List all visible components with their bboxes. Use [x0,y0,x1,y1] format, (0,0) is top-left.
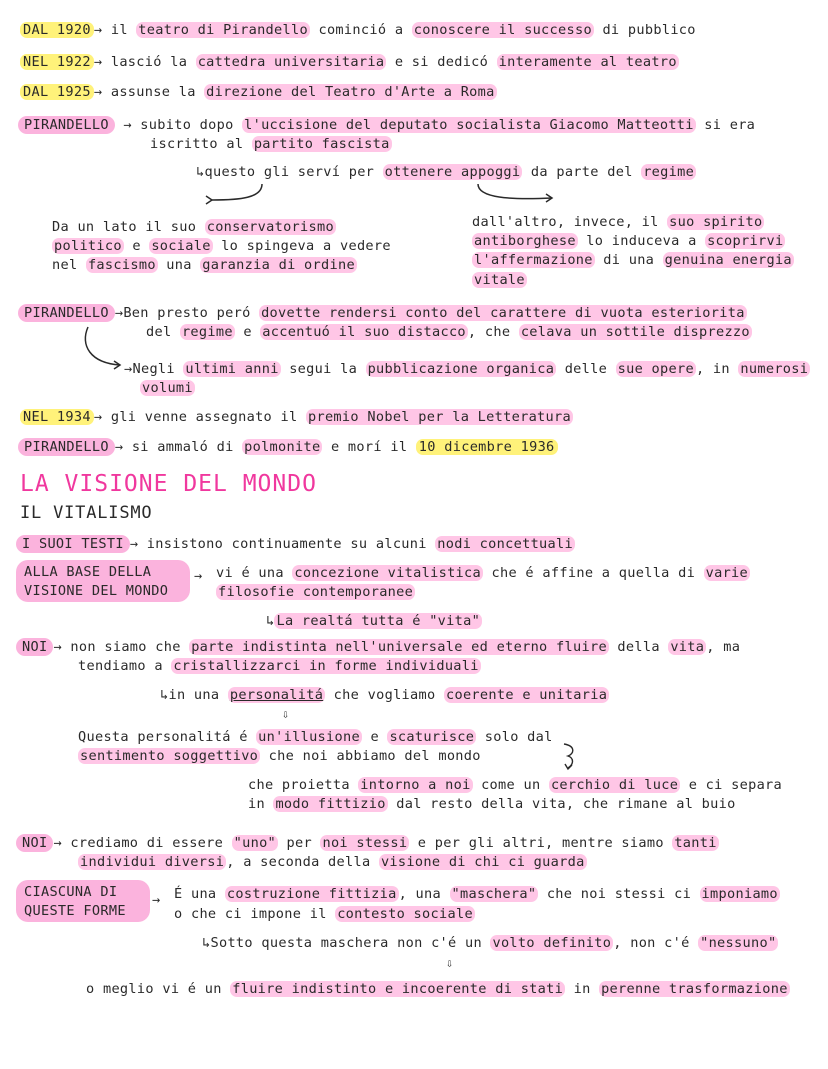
tag-ciascuna-2: QUESTE FORME [24,903,126,919]
line-ultimi-anni: →Negli ultimi anni segui la pubblicazione organica delle sue opere , in numerosi [124,361,809,377]
arrow-icon: → [53,835,62,851]
left-curve-arrow-icon [212,184,262,200]
line-dal-1925: DAL 1925 → assunse la direzione del Teatro d'Arte a Roma [20,82,497,102]
section-title: LA VISIONE DEL MONDO [20,471,317,497]
line-illusione: Questa personalitá é un'illusione e scaturisce solo dal [78,729,553,745]
right-curve-arrow-icon [478,184,552,199]
date-tag: DAL 1920 [20,22,94,38]
arrow-icon: → [53,639,62,655]
subject-tag: I SUOI TESTI [16,535,130,553]
date-tag: NEL 1934 [20,409,94,425]
subject-tag: PIRANDELLO [18,304,115,322]
line-nel-1934: NEL 1934 → gli venne assegnato il premio Nobel per la Letteratura [20,407,573,427]
date-tag: NEL 1922 [20,54,94,70]
line-appoggi: ↳questo gli serví per ottenere appoggi da parte del regime [196,164,695,180]
left-block-line2: politico e sociale lo spingeva a vedere [54,238,391,254]
line-nessuno: ↳Sotto questa maschera non c'é un volto definito , non c'é "nessuno" [202,935,777,951]
right-block-line2: antiborghese lo induceva a scoprirvi [474,233,784,249]
line-pirandello-morte: PIRANDELLO → si ammaló di polmonite e morí il 10 dicembre 1936 [18,437,558,457]
line-fluire-indistinto: o meglio vi é un fluire indistinto e incoerente di stati in perenne trasformazione [86,981,788,997]
right-block-line1: dall'altro, invece, il suo spirito [472,214,763,230]
arrow-icon: → [123,117,132,133]
line-concezione-vitalistica: vi é una concezione vitalistica che é affine a quella di varie [216,565,749,581]
line-cerchio-luce: che proietta intorno a noi come un cerchio di luce e ci separa [248,777,783,793]
line-pirandello-distacco-cont: del regime e accentuó il suo distacco , che celava un sottile disprezzo [146,324,750,340]
arrow-icon: → [152,892,161,908]
subject-tag: PIRANDELLO [18,438,115,456]
line-cerchio-luce-cont: in modo fittizio dal resto della vita, che rimane al buio [248,796,736,812]
line-ultimi-anni-cont: volumi [142,380,193,396]
line-noi-fluire: NOI → non siamo che parte indistinta nell'universale ed eterno fluire della vita , ma [16,637,740,657]
arrow-icon: → [114,305,124,321]
arrow-icon: → [93,84,103,100]
subject-tag: NOI [16,638,53,656]
right-block-line3: l'affermazione di una genuina energia [474,252,792,268]
tag-alla-base-2: VISIONE DEL MONDO [24,583,169,599]
left-block-line3: nel fascismo una garanzia di ordine [52,257,355,273]
line-maschera-cont: o che ci impone il contesto sociale [174,906,473,922]
date-tag: DAL 1925 [20,84,94,100]
line-personalita: ↳in una personalitá che vogliamo coerente e unitaria [160,687,608,703]
line-concezione-vitalistica-cont: filosofie contemporanee [218,584,414,600]
line-pirandello-matteotti-cont: iscritto al partito fascista [150,136,390,152]
subject-tag: PIRANDELLO [18,116,115,134]
tag-alla-base-1: ALLA BASE DELLA [24,564,152,580]
hook-arrow-icon: ↳ [196,164,205,180]
arrow-icon: → [124,361,133,377]
arrow-icon: → [93,409,103,425]
line-illusione-cont: sentimento soggettivo che noi abbiamo del mondo [80,748,481,764]
hook-arrow-icon: ↳ [266,613,275,629]
tag-ciascuna-1: CIASCUNA DI [24,884,118,900]
curl-arrow-icon [562,742,582,772]
line-nel-1922: NEL 1922 → lasció la cattedra universitaria e si dedicó interamente al teatro [20,52,679,72]
line-noi-uno-cont: individui diversi , a seconda della visione di chi ci guarda [80,854,585,870]
down-arrow-icon: ⇩ [446,956,454,970]
line-dal-1920: DAL 1920 → il teatro di Pirandello cominció a conoscere il successo di pubblico [20,20,696,40]
arrow-icon: → [129,536,139,552]
arrow-icon: → [93,22,103,38]
line-noi-uno: NOI → crediamo di essere "uno" per noi stessi e per gli altri, mentre siamo tanti [16,833,719,853]
hook-arrow-icon: ↳ [160,687,169,703]
left-block-line1: Da un lato il suo conservatorismo [52,219,334,235]
subject-tag: NOI [16,834,53,852]
arrow-icon: → [93,54,103,70]
line-pirandello-distacco: PIRANDELLO →Ben presto peró dovette rendersi conto del carattere di vuota esteriorita [18,303,747,323]
right-block-line4: vitale [474,272,525,288]
line-suoi-testi: I SUOI TESTI → insistono continuamente su alcuni nodi concettuali [16,534,575,554]
arrow-icon: → [194,568,203,584]
line-noi-fluire-cont: tendiamo a cristallizzarci in forme individuali [78,658,479,674]
line-maschera: É una costruzione fittizia , una "maschera" che noi stessi ci imponiamo [174,886,778,902]
section-subtitle: IL VITALISMO [20,503,153,523]
down-arrow-icon: ⇩ [282,707,290,721]
line-realta-vita: ↳ La realtá tutta é "vita" [266,613,481,629]
line-pirandello-matteotti: PIRANDELLO → subito dopo l'uccisione del deputato socialista Giacomo Matteotti si era [18,115,755,135]
hook-arrow-icon: ↳ [202,935,211,951]
arrow-icon: → [114,439,124,455]
